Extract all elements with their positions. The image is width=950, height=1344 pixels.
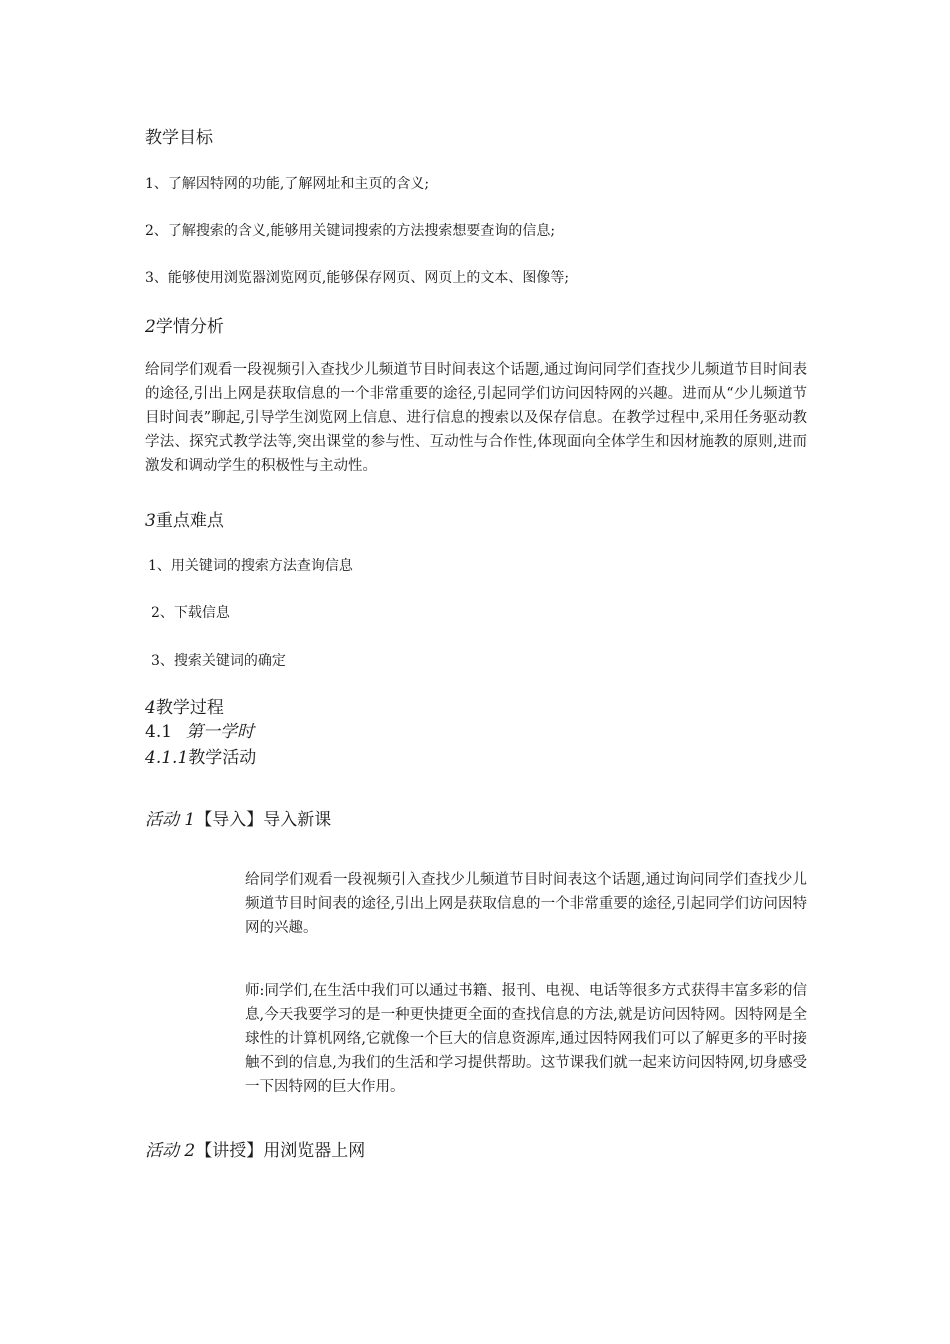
analysis-title: 学情分析 xyxy=(155,317,224,337)
analysis-number: 2 xyxy=(145,317,156,337)
keypoints-number: 3 xyxy=(145,511,156,531)
activity-2-title: 用浏览器上网 xyxy=(263,1141,366,1161)
lesson-number: 4.1 xyxy=(145,722,173,742)
activities-heading xyxy=(145,747,256,769)
keypoints-heading xyxy=(145,510,224,532)
objective-item-1: 1、了解因特网的功能,了解网址和主页的含义; xyxy=(145,176,430,192)
activity-1-paragraph-1: 给同学们观看一段视频引入查找少儿频道节目时间表这个话题,通过询问同学们查找少儿频道节目时间表的途径,引出上网是获取信息的一个非常重要的途径,引起同学们访问因特网的兴趣。 xyxy=(245,872,807,936)
activities-title: 教学活动 xyxy=(188,748,257,768)
objective-item-2: 2、了解搜索的含义,能够用关键词搜索的方法搜索想要查询的信息; xyxy=(145,223,556,239)
process-heading xyxy=(145,697,224,719)
process-title: 教学过程 xyxy=(155,698,224,718)
analysis-heading xyxy=(145,316,224,338)
activity-1-paragraph-2: 师:同学们,在生活中我们可以通过书籍、报刊、电视、电话等很多方式获得丰富多彩的信息,今天我要学习的是一种更快捷更全面的查找信息的方法,就是访问因特网。因特网是全球性的计算机网络,它就像一个巨大的信息资源库,通过因特网我们可以了解更多的平时接触不到的信息,为我们的生活和学习提供帮助。这节课我们就一起来访问因特网,切身感受一下因特网的巨大作用。 xyxy=(245,983,807,1095)
process-number: 4 xyxy=(145,698,156,718)
objectives-heading: 教学目标 xyxy=(145,128,213,148)
keypoint-item-1: 1、用关键词的搜索方法查询信息 xyxy=(148,558,353,574)
activity-1-title: 导入新课 xyxy=(263,810,332,830)
activity-1-heading xyxy=(145,809,331,831)
activity-2-heading xyxy=(145,1140,365,1162)
activity-2-label: 活动 2 xyxy=(145,1141,196,1161)
lesson-heading xyxy=(145,721,254,743)
keypoint-item-2: 2、下载信息 xyxy=(151,605,230,621)
activities-number: 4.1.1 xyxy=(145,748,189,768)
lesson-title: 第一学时 xyxy=(186,722,255,742)
activity-2-tag: 【讲授】 xyxy=(195,1141,264,1161)
keypoint-item-3: 3、搜索关键词的确定 xyxy=(151,653,286,669)
activity-1-tag: 【导入】 xyxy=(195,810,264,830)
analysis-paragraph: 给同学们观看一段视频引入查找少儿频道节目时间表这个话题,通过询问同学们查找少儿频道节目时间表的途径,引出上网是获取信息的一个非常重要的途径,引起同学们访问因特网的兴趣。进而从“少儿频道节目时间表”聊起,引导学生浏览网上信息、进行信息的搜索以及保存信息。在教学过程中,采用任务驱动教学法、探究式教学法等,突出课堂的参与性、互动性与合作性,体现面向全体学生和因材施教的原则,进而激发和调动学生的积极性与主动性。 xyxy=(145,362,807,474)
activity-1-label: 活动 1 xyxy=(145,810,196,830)
keypoints-title: 重点难点 xyxy=(155,511,224,531)
objective-item-3: 3、能够使用浏览器浏览网页,能够保存网页、网页上的文本、图像等; xyxy=(145,270,570,286)
